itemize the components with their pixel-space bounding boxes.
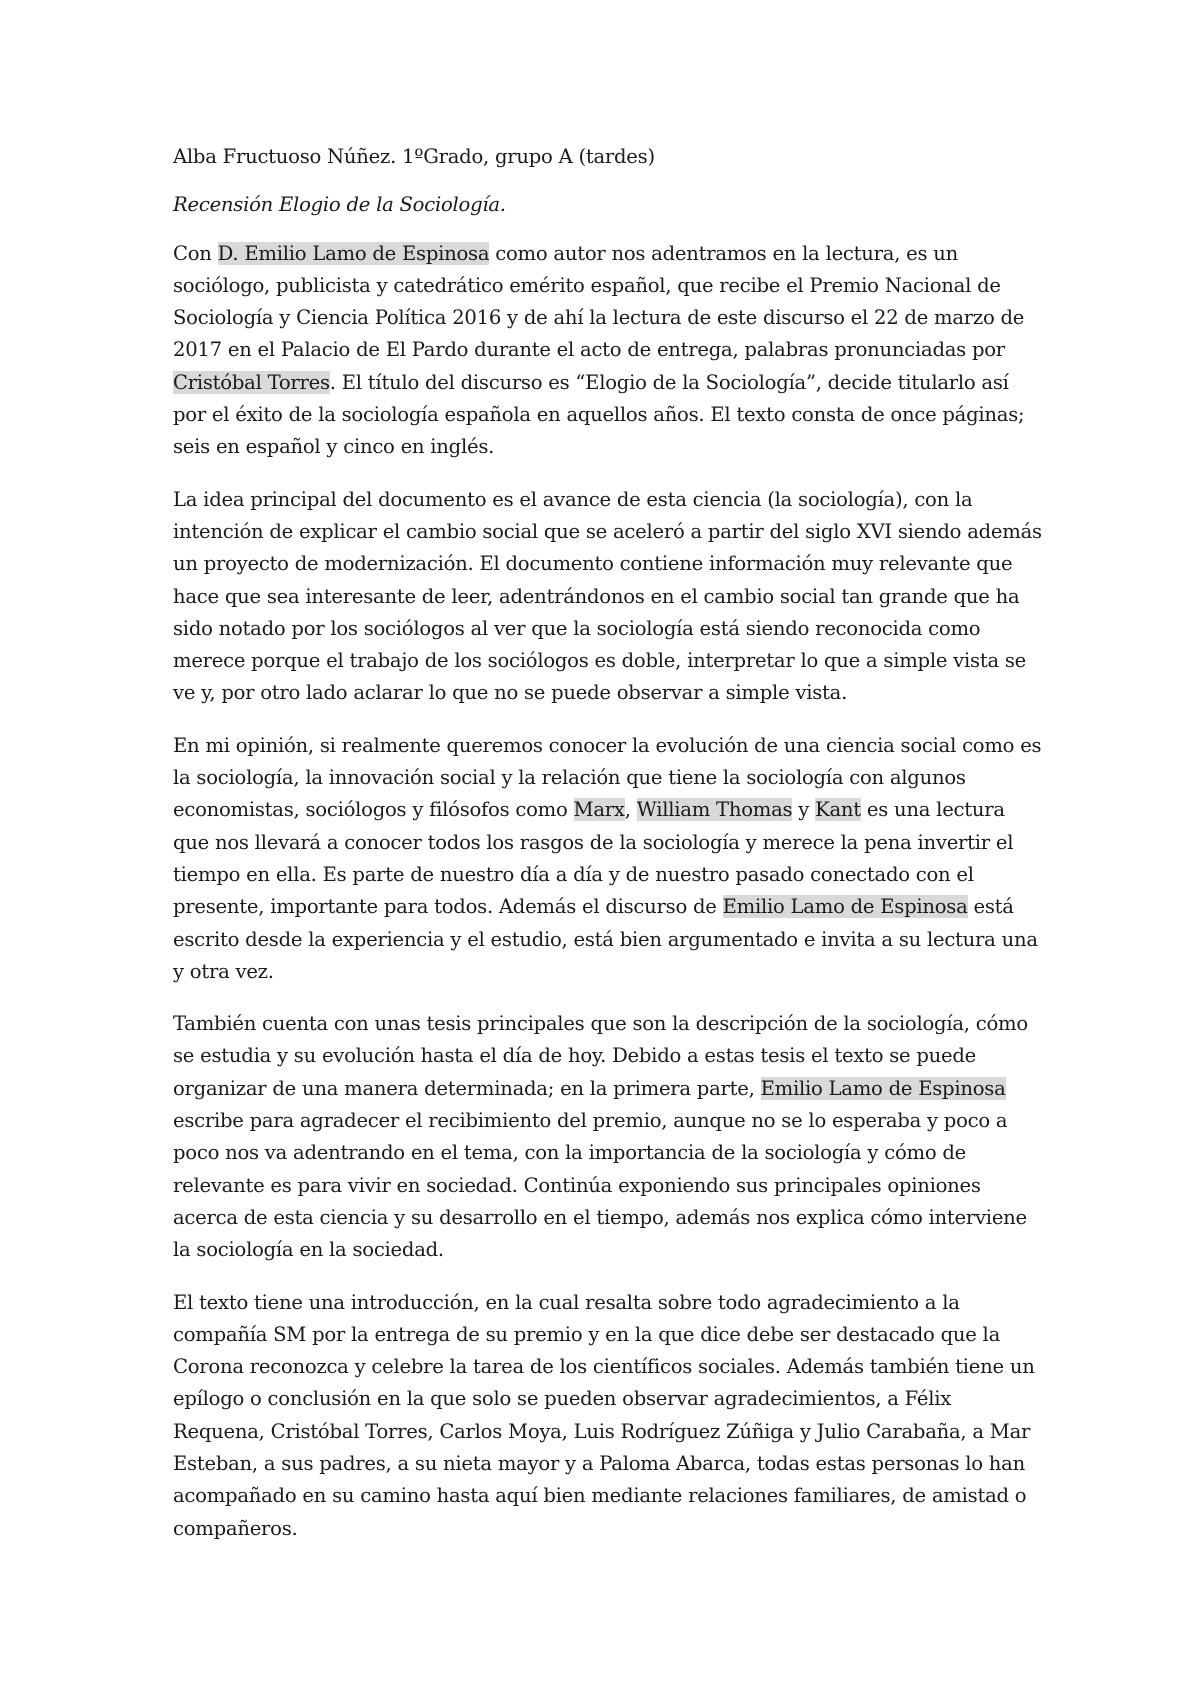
paragraph-text: La idea principal del documento es el avance de esta ciencia (la sociología), con la intención de explicar el cambio social que se aceleró a partir del siglo XVI siendo además un proyecto de modernización. El documento contiene información muy relevante que hace que sea interesante de leer, adentrándonos en el cambio social tan grande que ha sido notado por los sociólogos al ver que la sociología está siendo reconocida como merece porque el trabajo de los sociólogos es doble, interpretar lo que a simple vista se ve y, por otro lado aclarar lo que no se puede observar a simple vista. bbox=[173, 487, 1042, 705]
paragraphs-container bbox=[173, 238, 1043, 1545]
paragraph-text: En mi opinión, si realmente queremos conocer la evolución de una ciencia social como es la sociología, la innovación social y la relación que tiene la sociología con algunos economistas, sociólogos y filósofos como bbox=[173, 733, 1042, 822]
body-paragraph bbox=[173, 484, 1043, 710]
body-paragraph bbox=[173, 238, 1043, 464]
highlighted-name: D. Emilio Lamo de Espinosa bbox=[217, 241, 490, 265]
paragraph-text: El texto tiene una introducción, en la cual resalta sobre todo agradecimiento a la compañía SM por la entrega de su premio y en la que dice debe ser destacado que la Corona reconozca y celebre la tarea de los científicos sociales. Además también tiene un epílogo o conclusión en la que solo se pueden observar agradecimientos, a Félix Requena, Cristóbal Torres, Carlos Moya, Luis Rodríguez Zúñiga y Julio Carabaña, a Mar Esteban, a sus padres, a su nieta mayor y a Paloma Abarca, todas estas personas lo han acompañado en su camino hasta aquí bien mediante relaciones familiares, de amistad o compañeros. bbox=[173, 1290, 1035, 1540]
document-body bbox=[173, 141, 1043, 1565]
paragraph-text: escribe para agradecer el recibimiento del premio, aunque no se lo esperaba y poco a poco nos va adentrando en el tema, con la importancia de la sociología y cómo de relevante es para vivir en sociedad. Continúa exponiendo sus principales opiniones acerca de esta ciencia y su desarrollo en el tiempo, además nos explica cómo interviene la sociología en la sociedad. bbox=[173, 1109, 1027, 1262]
paragraph-text: Con bbox=[173, 241, 218, 265]
paragraph-text: , bbox=[624, 798, 637, 822]
author-header: Alba Fructuoso Núñez. 1ºGrado, grupo A (tardes) bbox=[173, 145, 655, 168]
highlighted-name: William Thomas bbox=[636, 798, 793, 822]
paragraph-text: está escrito desde la experiencia y el estudio, está bien argumentado e invita a su lectura una y otra vez. bbox=[173, 895, 1038, 983]
highlighted-name: Kant bbox=[815, 798, 861, 822]
body-paragraph bbox=[173, 1008, 1043, 1266]
document-subtitle: Recensión Elogio de la Sociología. bbox=[173, 193, 506, 217]
highlighted-name: Marx bbox=[573, 798, 625, 822]
paragraph-text: También cuenta con unas tesis principales que son la descripción de la sociología, cómo se estudia y su evolución hasta el día de hoy. Debido a estas tesis el texto se puede organizar de una manera determinada; en la primera parte, bbox=[173, 1012, 1028, 1100]
paragraph-text: y bbox=[792, 798, 816, 822]
paragraph-text: es una lectura que nos llevará a conocer todos los rasgos de la sociología y merece la pena invertir el tiempo en ella. Es parte de nuestro día a día y de nuestro pasado conectado con el presente, importante para todos. Además el discurso de bbox=[173, 798, 1014, 919]
highlighted-name: Emilio Lamo de Espinosa bbox=[760, 1076, 1006, 1100]
body-paragraph bbox=[173, 1287, 1043, 1545]
highlighted-name: Emilio Lamo de Espinosa bbox=[722, 895, 968, 919]
body-paragraph bbox=[173, 730, 1043, 988]
paragraph-text: como autor nos adentramos en la lectura, es un sociólogo, publicista y catedrático emérito español, que recibe el Premio Nacional de Sociología y Ciencia Política 2016 y de ahí la lectura de este discurso el 22 de marzo de 2017 en el Palacio de El Pardo durante el acto de entrega, palabras pronunciadas por bbox=[173, 241, 1025, 362]
paragraph-text: . El título del discurso es “Elogio de la Sociología”, decide titularlo así por el éxito de la sociología española en aquellos años. El texto consta de once páginas; seis en español y cinco en inglés. bbox=[173, 370, 1025, 459]
highlighted-name: Cristóbal Torres bbox=[173, 370, 330, 394]
